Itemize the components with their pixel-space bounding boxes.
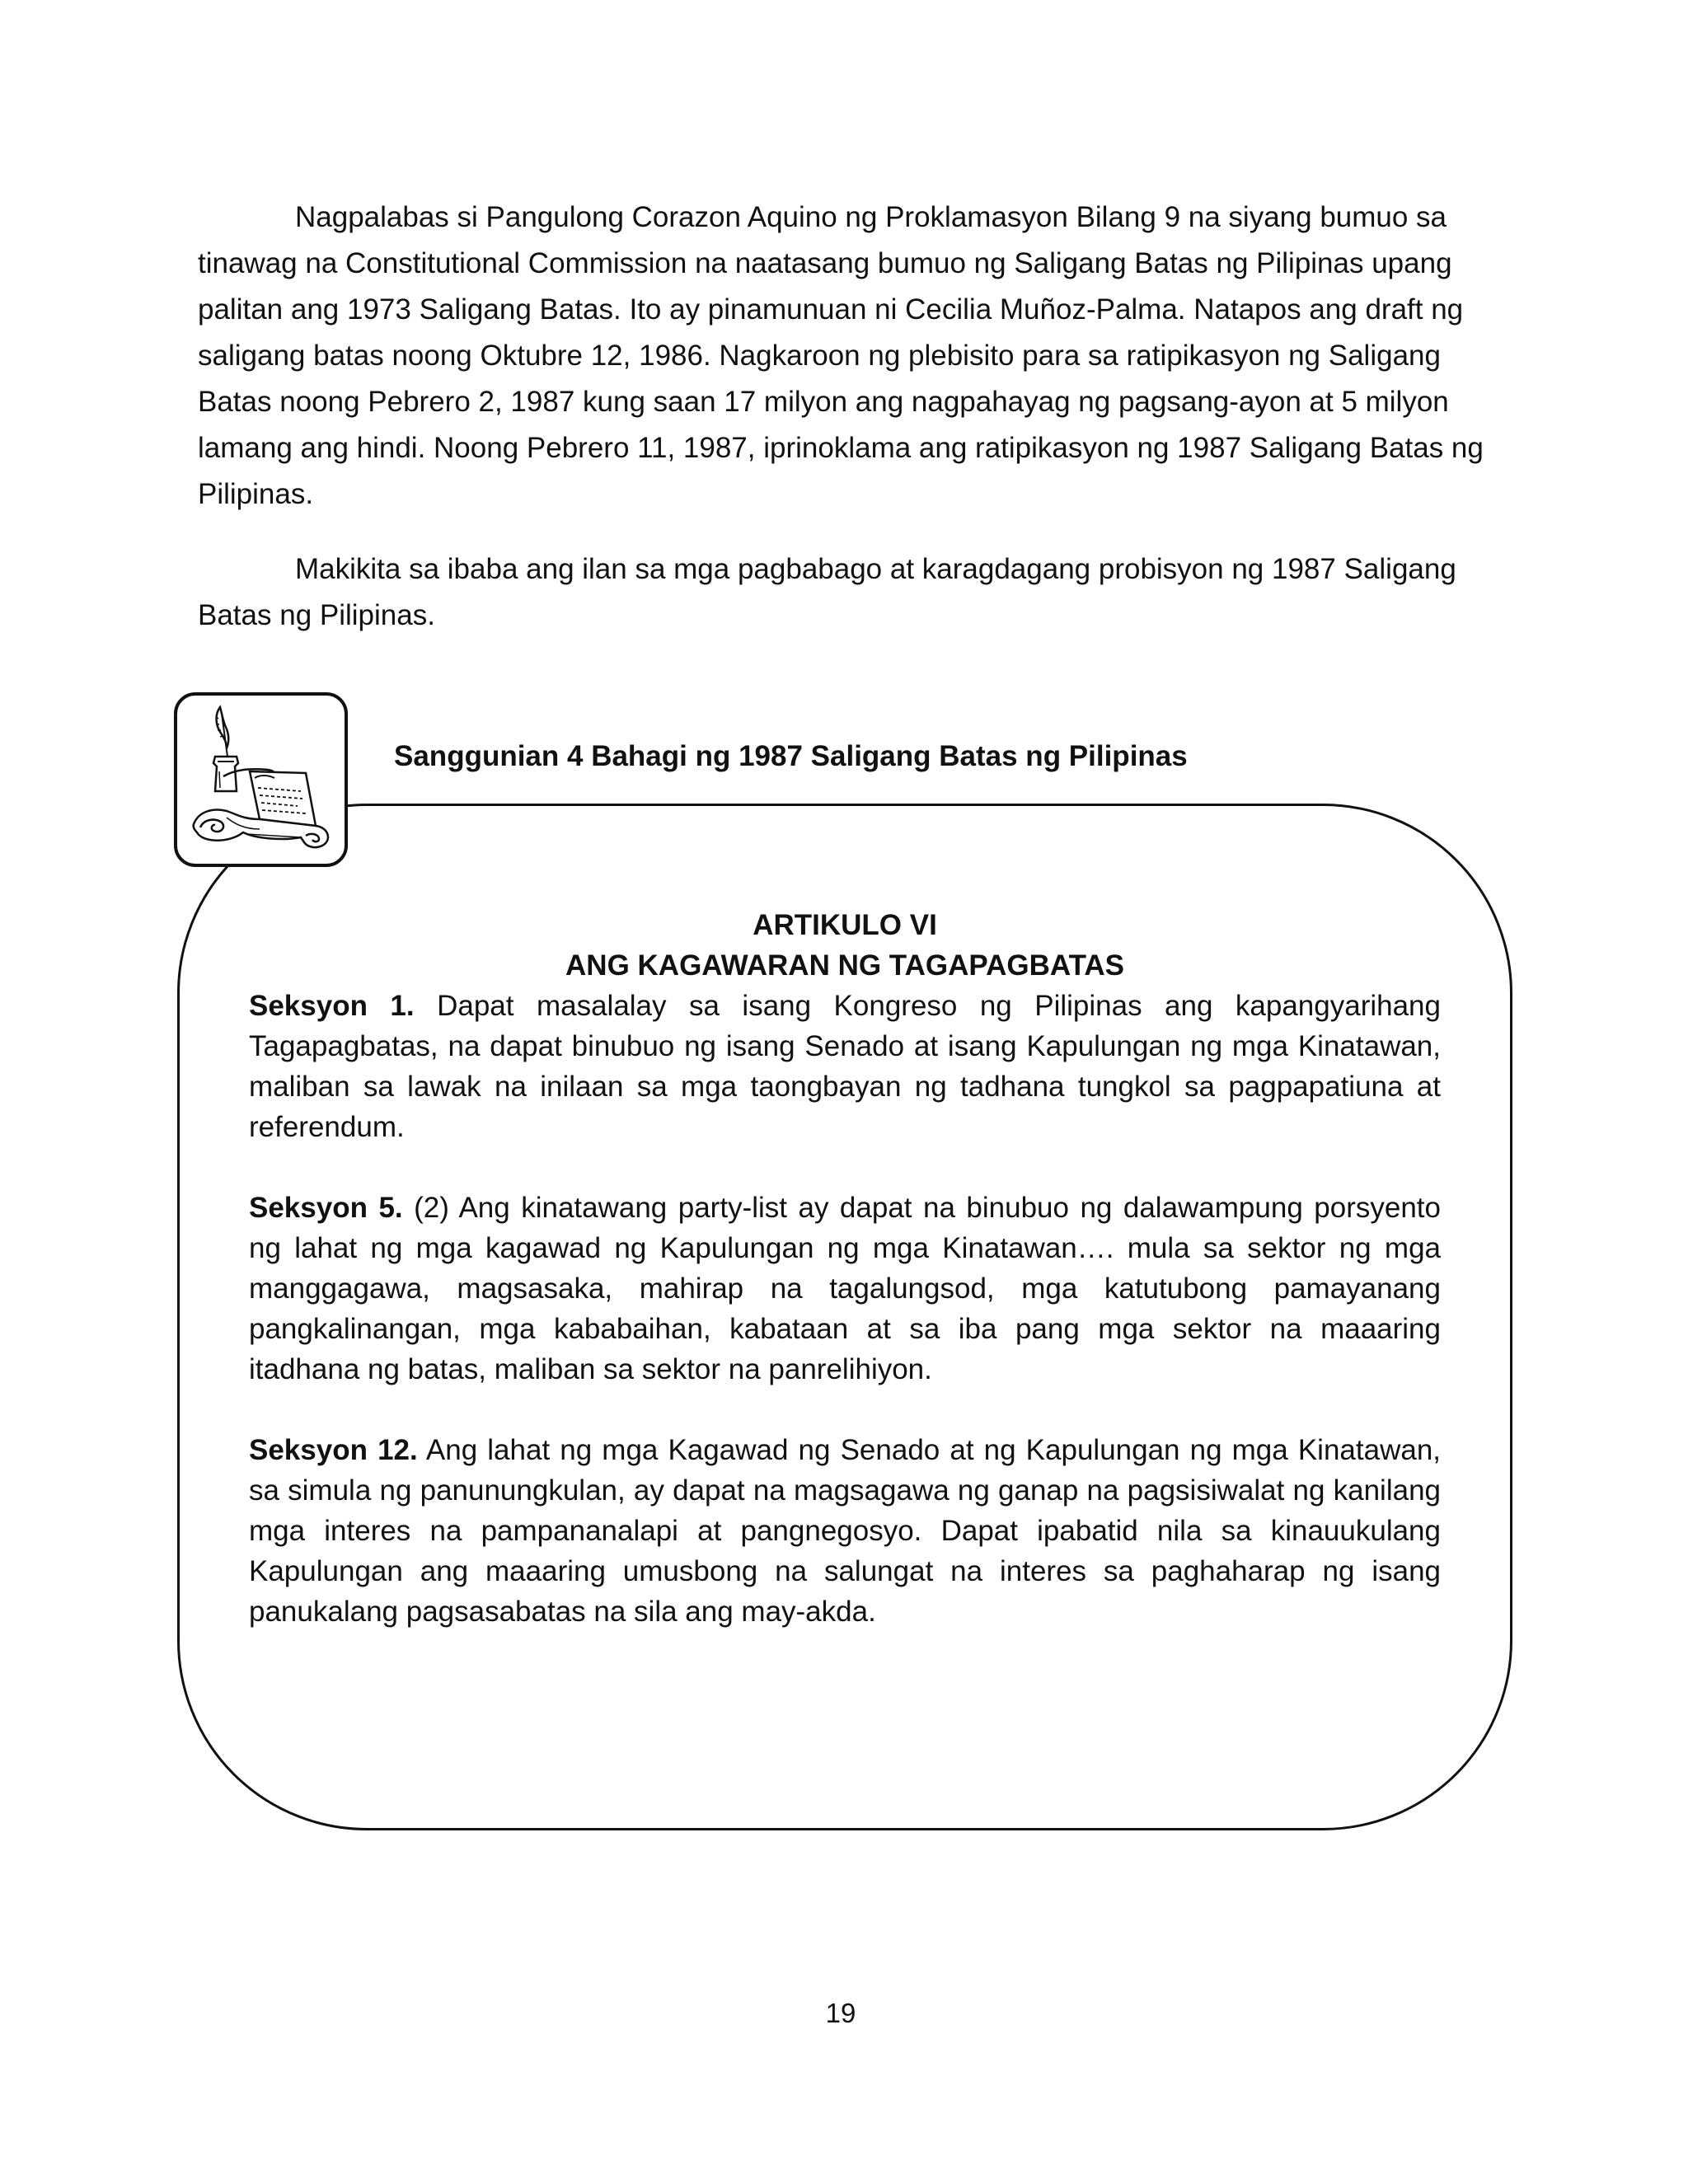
section-label: Seksyon 5. <box>249 1192 403 1224</box>
section-1 <box>249 986 1441 1147</box>
intro-paragraph: Makikita sa ibaba ang ilan sa mga pagbabago at karagdagang probisyon ng 1987 Saligang Batas ng Pilipinas. <box>198 553 1456 631</box>
article-content <box>249 905 1441 1632</box>
quill-scroll-icon <box>177 696 345 864</box>
source-icon-box <box>174 692 348 867</box>
section-5 <box>249 1188 1441 1390</box>
section-text: (2) Ang kinatawang party-list ay dapat na binubuo ng dalawampung porsyento ng lahat ng mga kagawad ng Kapulungan ng mga Kinatawan…. mula sa sektor ng mga manggagawa, magsasaka, mahirap na tagalungsod, mga katutubong pamayanang pangkalinangan, mga kababaihan, kabataan at sa iba pang mga sektor na maaaring itadhana ng batas, maliban sa sektor na panrelihiyon. <box>249 1192 1441 1385</box>
article-title: ANG KAGAWARAN NG TAGAPAGBATAS <box>565 949 1124 982</box>
section-12 <box>249 1430 1441 1632</box>
page-number: 19 <box>825 1998 856 2028</box>
intro-paragraph: Nagpalabas si Pangulong Corazon Aquino ng Proklamasyon Bilang 9 na siyang bumuo sa tinawag na Constitutional Commission na naatasang bumuo ng Saligang Batas ng Pilipinas upang palitan ang 1973 Saligang Batas. Ito ay pinamunuan ni Cecilia Muñoz-Palma. Natapos ang draft ng saligang batas noong Oktubre 12, 1986. Nagkaroon ng plebisito para sa ratipikasyon ng Saligang Batas noong Pebrero 2, 1987 kung saan 17 milyon ang nagpahayag ng pagsang-ayon at 5 milyon lamang ang hindi. Noong Pebrero 11, 1987, iprinoklama ang ratipikasyon ng 1987 Saligang Batas ng Pilipinas. <box>198 201 1484 510</box>
intro-text <box>198 194 1484 639</box>
article-number: ARTIKULO VI <box>753 909 937 941</box>
section-label: Seksyon 12. <box>249 1434 418 1466</box>
section-text: Dapat masalalay sa isang Kongreso ng Pilipinas ang kapangyarihang Tagapagbatas, na dapat binubuo ng isang Senado at isang Kapulungan ng mga Kinatawan, maliban sa lawak na inilaan sa mga taongbayan ng tadhana tungkol sa pagpapatiuna at referendum. <box>249 990 1441 1143</box>
section-text: Ang lahat ng mga Kagawad ng Senado at ng Kapulungan ng mga Kinatawan, sa simula ng panunungkulan, ay dapat na magsagawa ng ganap na pagsisiwalat ng kanilang mga interes na pampananalapi at pangnegosyo. Dapat ipabatid nila sa kinauukulang Kapulungan ang maaaring umusbong na salungat na interes sa paghaharap ng isang panukalang pagsasabatas na sila ang may-akda. <box>249 1434 1442 1628</box>
source-title: Sanggunian 4 Bahagi ng 1987 Saligang Batas ng Pilipinas <box>394 740 1188 772</box>
section-label: Seksyon 1. <box>249 990 415 1022</box>
